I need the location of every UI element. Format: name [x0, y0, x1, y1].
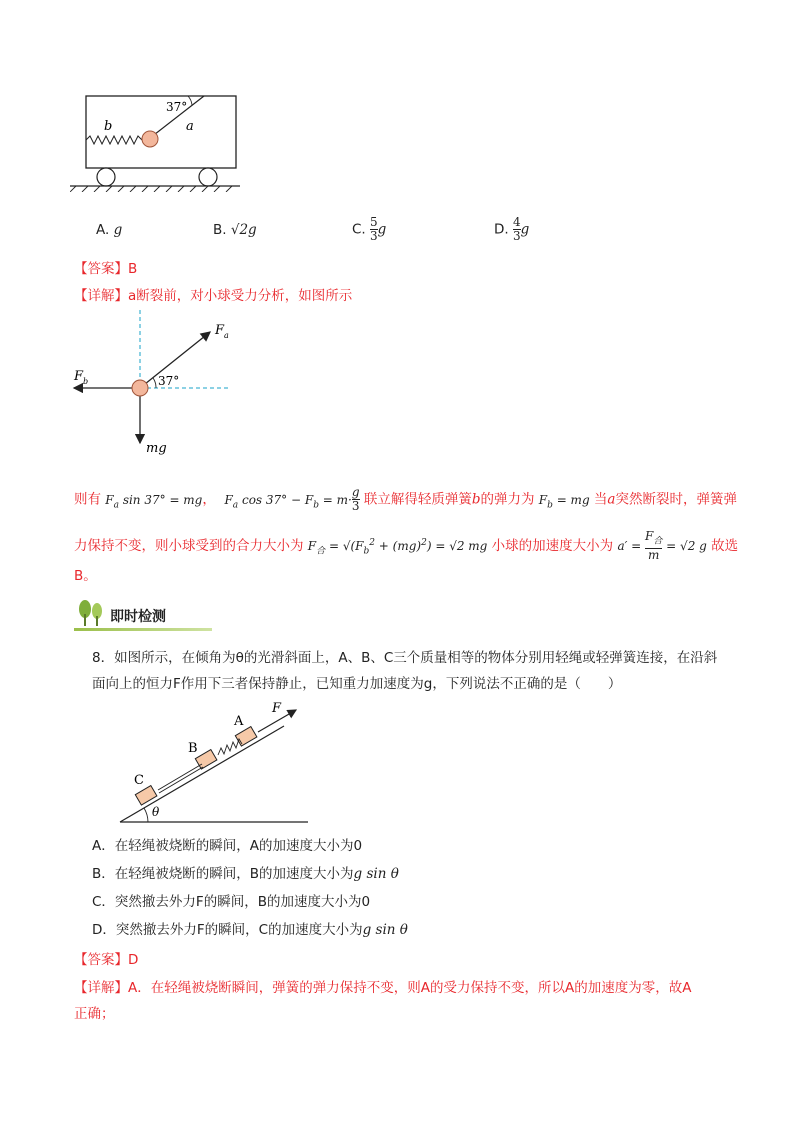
text: 小球的加速度大小为 — [491, 538, 614, 555]
banner-title: 即时检测 — [110, 609, 166, 625]
force-fa-sub: a — [224, 331, 229, 340]
option-b — [213, 220, 257, 240]
text: B．在轻绳被烧断的瞬间，B的加速度大小为 — [92, 866, 354, 882]
text: D．突然撤去外力F的瞬间，C的加速度大小为 — [92, 922, 363, 938]
text: b — [471, 491, 481, 508]
option-value: g — [113, 222, 123, 238]
cart-figure — [70, 92, 250, 192]
option-d: D. $\frac{4}{3}$ g — [494, 215, 530, 243]
detail-line3: B。 — [74, 568, 97, 584]
string-a-label: a — [186, 119, 194, 134]
force-mg-label: mg — [146, 441, 167, 456]
text: 力保持不变，则小球受到的合力大小为 — [74, 538, 304, 555]
spring-b-label: b — [104, 119, 113, 134]
math: g sin θ — [353, 866, 399, 882]
option-letter: B. — [213, 222, 227, 238]
text: 则有 — [74, 491, 101, 508]
force-diagram — [70, 308, 240, 468]
theta-label: θ — [152, 805, 160, 819]
option-value: √2g — [230, 222, 257, 238]
angle-label: 37° — [166, 100, 188, 114]
text: 故选 — [711, 538, 739, 555]
detail-text: a断裂前，对小球受力分析，如图所示 — [128, 288, 353, 304]
force-fb-label: F — [74, 369, 84, 384]
text: A．在轻绳被烧断瞬间，弹簧的弹力保持不变，则A的受力保持不变，所以A的加速度为零，故A — [128, 980, 692, 996]
tree-icon — [76, 598, 106, 628]
q8-option-c: C．突然撤去外力F的瞬间，B的加速度大小为0 — [92, 894, 371, 910]
q8-detail-line2: 正确； — [74, 1006, 115, 1022]
force-fa-label: F — [215, 323, 225, 338]
q8-option-d — [92, 920, 408, 940]
text: a — [607, 491, 616, 508]
math: g sin θ — [362, 922, 408, 938]
text: 突然断裂时，弹簧弹 — [615, 491, 737, 508]
detail-eq-line1: 则有 $F_a$ sin 37° = mg， $F_a$ $\cos 37^\circ - F_b = m\cdot$ $\frac{g}{3}$ 联立解得轻质弹簧b的弹力为 $F_b$ = mg 当a突然断裂时，弹簧弹 — [74, 485, 737, 513]
option-c: C. $\frac{5}{3}$ g — [352, 215, 387, 243]
option-letter: A. — [96, 222, 110, 238]
text: 联立解得轻质弹簧 — [363, 491, 472, 508]
incline-figure — [112, 698, 312, 828]
q8-detail-line1 — [74, 978, 691, 998]
option-letter: C. — [352, 221, 366, 238]
force-angle-label: 37° — [158, 374, 180, 388]
block-b-label: B — [188, 741, 198, 756]
q8-answer-label: 【答案】D — [74, 952, 139, 968]
detail-label: 【详解】 — [74, 288, 128, 304]
answer-label: 【答案】B — [74, 261, 138, 277]
option-letter: D. — [494, 221, 509, 238]
q8-option-a: A．在轻绳被烧断的瞬间，A的加速度大小为0 — [92, 838, 363, 854]
text: 的弹力为 — [480, 491, 535, 508]
banner-underline — [74, 628, 212, 631]
text: 当 — [593, 491, 608, 508]
force-f-label: F — [272, 701, 282, 716]
option-a — [96, 220, 122, 240]
block-c-label: C — [134, 773, 144, 788]
q8-stem-line1: 8．如图所示，在倾角为θ的光滑斜面上，A、B、C三个质量相等的物体分别用轻绳或轻弹簧连接，在沿斜 — [92, 650, 718, 666]
detail-eq-line2: 力保持不变，则小球受到的合力大小为 $F_合 = √(F_b^2 + (mg)^2) = √2$ mg 小球的加速度大小为 a′ = $\frac{F_合}{m}$ = √2 g 故选 — [74, 529, 739, 563]
q8-option-b — [92, 864, 399, 884]
block-a-label: A — [234, 714, 244, 729]
force-fb-sub: b — [83, 377, 89, 386]
detail-line — [74, 286, 352, 306]
detail-label: 【详解】 — [74, 980, 128, 996]
q8-stem-line2: 面向上的恒力F作用下三者保持静止，已知重力加速度为g，下列说法不正确的是（ ） — [92, 676, 622, 692]
